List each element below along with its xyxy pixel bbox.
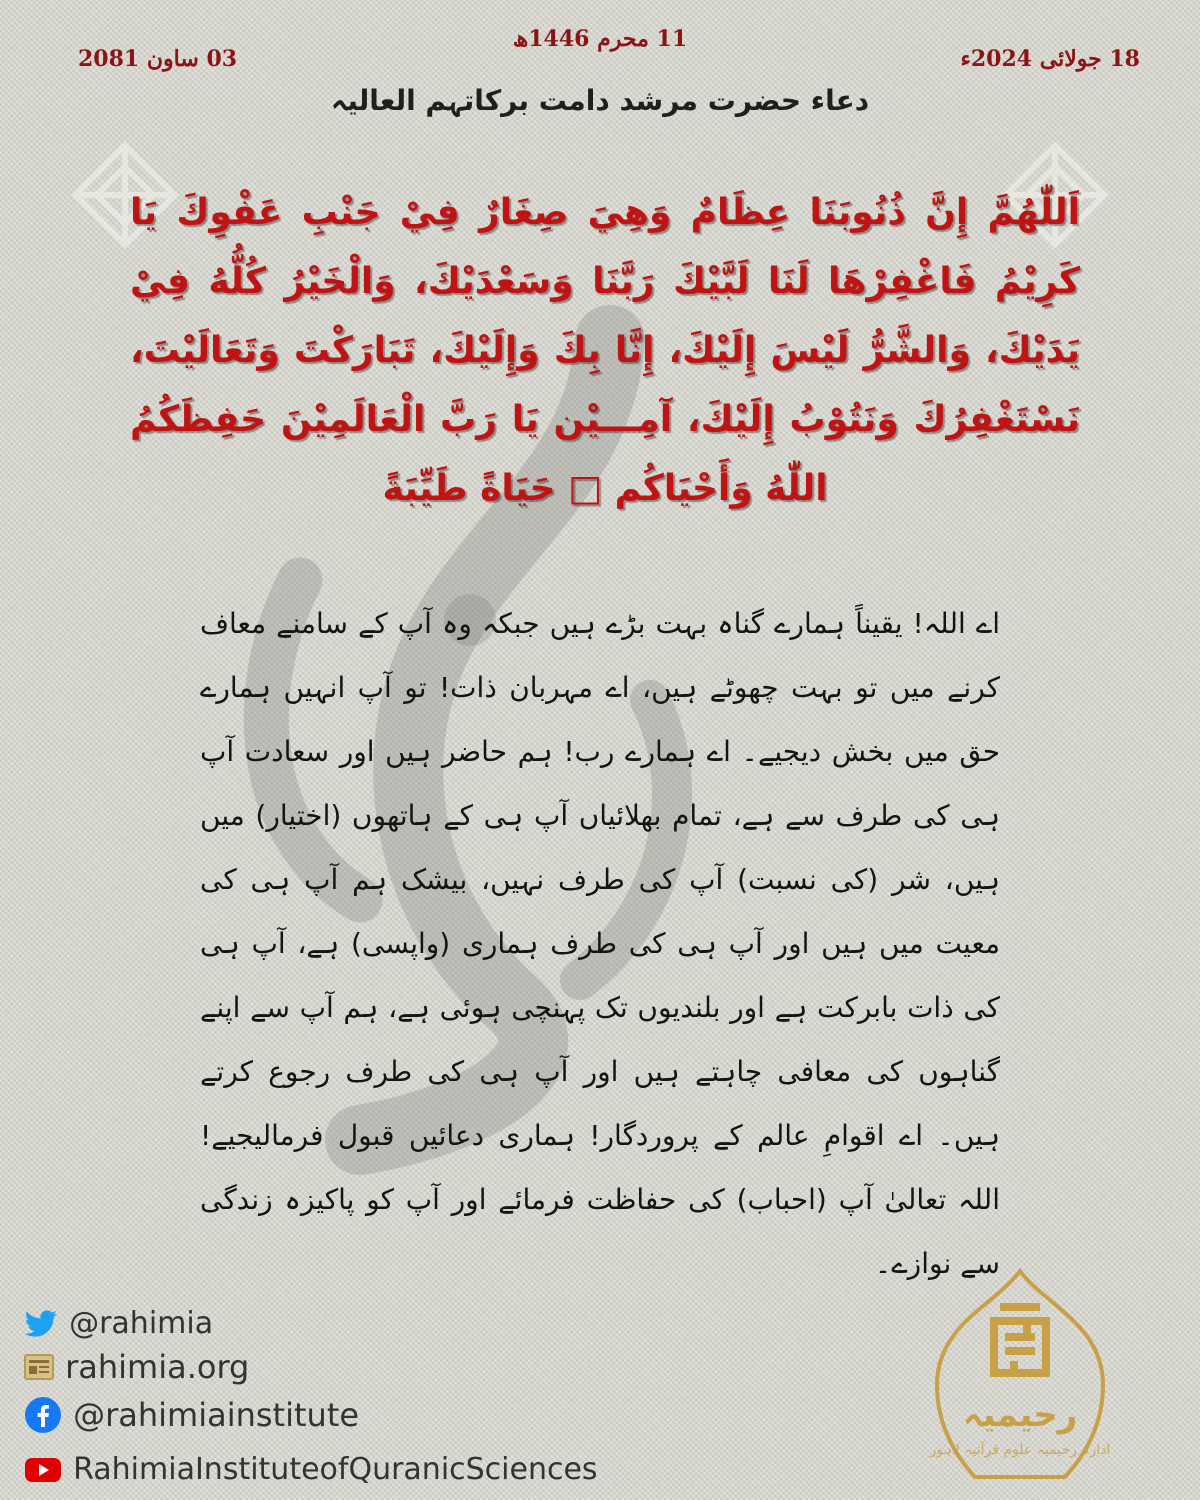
facebook-link[interactable]: [24, 1396, 359, 1434]
youtube-channel: RahimiaInstituteofQuranicSciences: [73, 1452, 598, 1487]
youtube-link[interactable]: [24, 1452, 598, 1487]
twitter-handle: @rahimia: [69, 1306, 214, 1341]
facebook-icon: [24, 1396, 62, 1434]
arabic-dua-text: اَللّٰهُمَّ إِنَّ ذُنُوبَنَا عِظَامٌ وَهِيَ صِغَارٌ فِيْ جَنْبِ عَفْوِكَ يَا كَرِيْمُ فَاغْفِرْهَا لَنَا لَبَّيْكَ رَبَّنَا وَسَعْدَيْكَ، وَالْخَيْرُ كُلُّهُ فِيْ يَدَيْكَ، وَالشَّرُّ لَيْسَ إِلَيْكَ، إِنَّا بِكَ وَإِلَيْكَ، تَبَارَكْتَ وَتَعَالَيْتَ، نَسْتَغْفِرُكَ وَنَتُوْبُ إِلَيْكَ، آمِـــيْن يَا رَبَّ الْعَالَمِيْنَ حَفِظَكُمُ اللّٰهُ وَأَحْيَاكُم □ حَيَاةً طَيِّبَةً: [130, 192, 1080, 509]
page-heading: دعاء حضرت مرشد دامت برکاتہم العالیہ: [330, 84, 870, 117]
date-hijri: 11 محرم 1446ھ: [512, 26, 688, 52]
logo-name: رحیمیہ: [962, 1395, 1078, 1435]
date-gregorian: 18 جولائی 2024ء: [960, 46, 1140, 72]
website-icon: [24, 1354, 54, 1380]
youtube-icon: [24, 1456, 62, 1484]
facebook-handle: @rahimiainstitute: [73, 1396, 360, 1434]
website-url: rahimia.org: [65, 1348, 250, 1386]
twitter-link[interactable]: [24, 1306, 213, 1341]
urdu-translation-text: اے اللہ! یقیناً ہمارے گناہ بہت بڑے ہیں جبکہ وہ آپ کے سامنے معاف کرنے میں تو بہت چھوٹے ہیں، اے مہربان ذات! تو آپ انہیں ہمارے حق میں بخش دیجیے۔ اے ہمارے رب! ہم حاضر ہیں اور سعادت آپ ہی کی طرف سے ہے، تمام بھلائیاں آپ ہی کے ہاتھوں (اختیار) میں ہیں، شر (کی نسبت) آپ کی طرف نہیں، بیشک ہم آپ ہی کی معیت میں ہیں اور آپ ہی کی طرف ہماری (واپسی) ہے، آپ ہی کی ذات بابرکت ہے اور بلندیوں تک پہنچی ہوئی ہے، ہم آپ سے اپنے گناہوں کی معافی چاہتے ہیں اور آپ ہی کی طرف رجوع کرتے ہیں۔ اے اقوامِ عالم کے پروردگار! ہماری دعائیں قبول فرمالیجیے! اللہ تعالیٰ آپ (احباب) کی حفاظت فرمائے اور آپ کو پاکیزہ زندگی سے نوازے۔: [200, 607, 1000, 1280]
website-link[interactable]: [24, 1348, 249, 1386]
logo-subtitle: ادارہ رحیمیہ علوم قرآنیہ لاہور: [929, 1442, 1111, 1458]
date-bikrami: 03 ساون 2081: [78, 46, 238, 72]
twitter-icon: [24, 1310, 58, 1338]
